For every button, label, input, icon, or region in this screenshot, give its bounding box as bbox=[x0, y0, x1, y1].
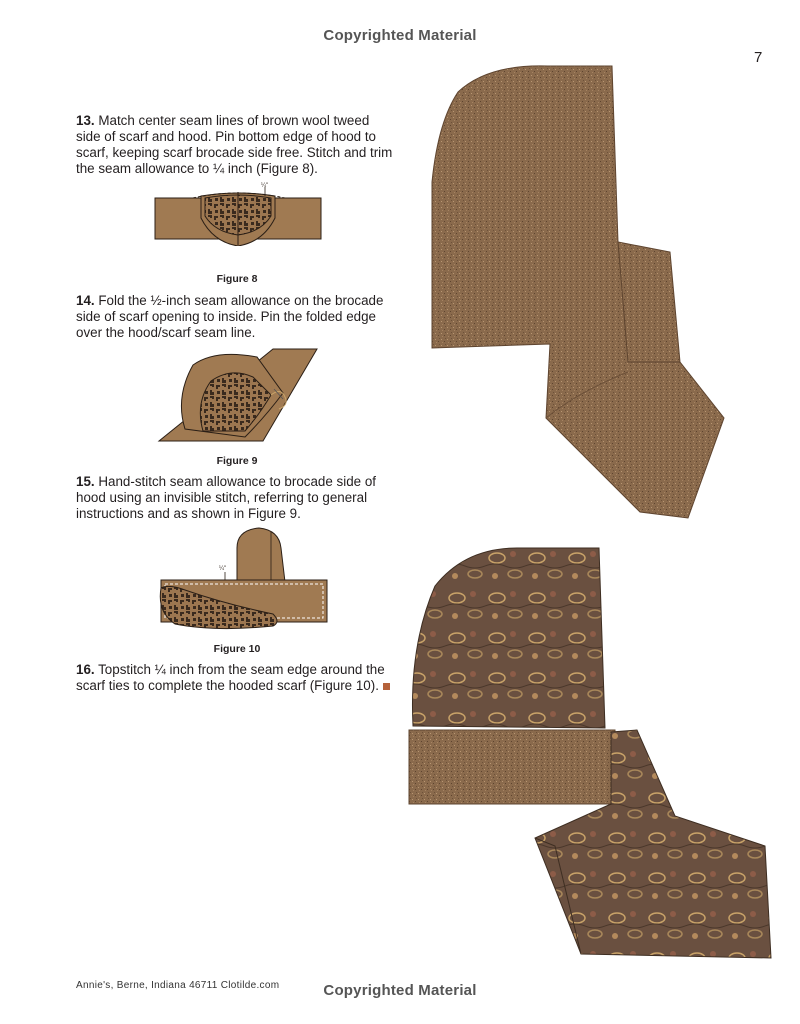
brocade-scarf-photo bbox=[405, 546, 777, 966]
figure-10-caption: Figure 10 bbox=[213, 643, 261, 655]
step-text: Topstitch ¼ inch from the seam edge around the scarf ties to complete the hooded scarf (Figure 10). bbox=[76, 662, 385, 693]
step-14 bbox=[76, 293, 396, 341]
figure-9-caption: Figure 9 bbox=[216, 455, 258, 467]
step-text: Hand-stitch seam allowance to brocade side of hood using an invisible stitch, referring to general instructions and as shown in Figure 9. bbox=[76, 474, 376, 521]
page-number: 7 bbox=[754, 49, 763, 66]
figure-10-dim-label: ¼" bbox=[219, 566, 227, 572]
step-text: Fold the ½-inch seam allowance on the brocade side of scarf opening to inside. Pin the folded edge over the hood/scarf seam line. bbox=[76, 293, 384, 340]
step-number: 14. bbox=[76, 293, 95, 308]
footer-text: Annie's, Berne, Indiana 46711 Clotilde.com bbox=[76, 980, 280, 991]
step-text: Match center seam lines of brown wool tweed side of scarf and hood. Pin bottom edge of hood to scarf, keeping scarf brocade side free. Stitch and trim the seam allowance to ¼ inch (Figure 8). bbox=[76, 113, 393, 176]
tweed-scarf-photo bbox=[428, 62, 728, 522]
step-number: 13. bbox=[76, 113, 95, 128]
step-number: 15. bbox=[76, 474, 95, 489]
figure-8-illustration bbox=[153, 178, 323, 246]
copyright-footer: Copyrighted Material bbox=[323, 982, 477, 999]
step-16 bbox=[76, 662, 396, 694]
step-number: 16. bbox=[76, 662, 95, 677]
copyright-header: Copyrighted Material bbox=[323, 27, 477, 44]
figure-8-caption: Figure 8 bbox=[216, 273, 258, 285]
figure-9-illustration bbox=[155, 347, 320, 443]
figure-10-illustration bbox=[155, 526, 331, 634]
end-mark-icon bbox=[383, 683, 390, 690]
step-15 bbox=[76, 474, 396, 522]
step-13 bbox=[76, 113, 396, 177]
figure-8-dim-label: ¼" bbox=[261, 183, 269, 189]
